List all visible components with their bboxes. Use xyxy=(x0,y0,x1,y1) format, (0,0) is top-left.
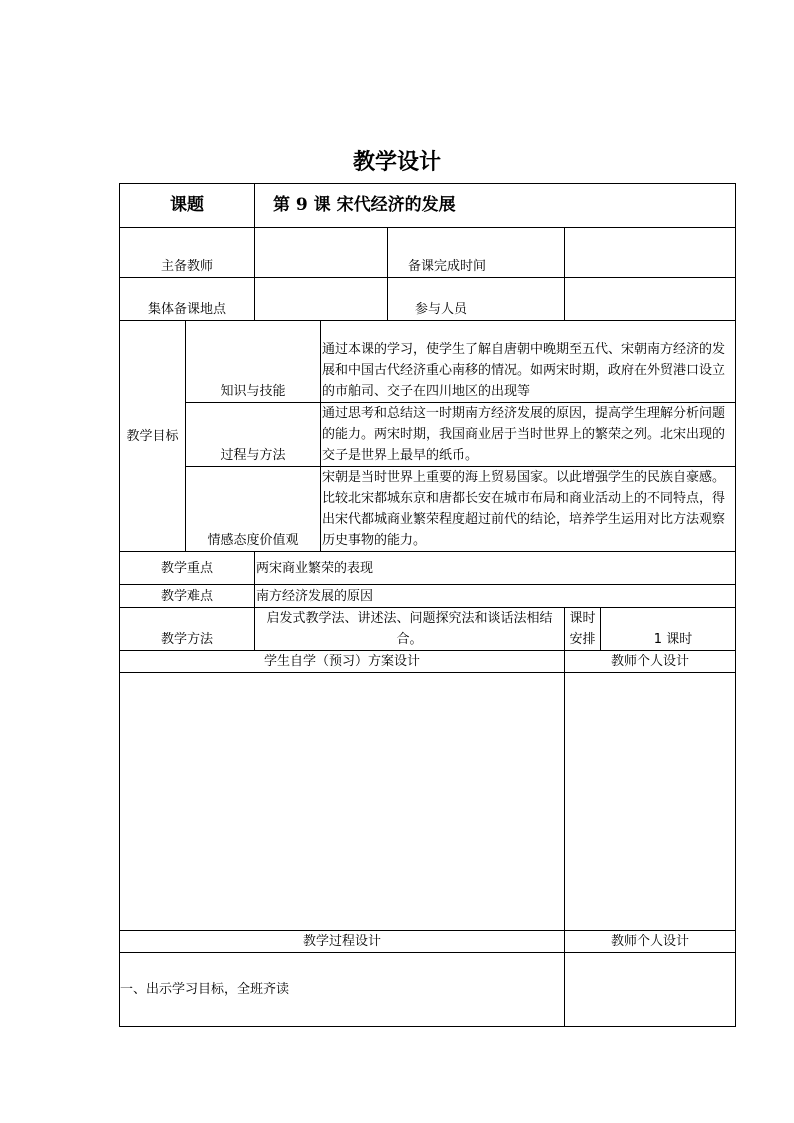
location-value[interactable] xyxy=(255,278,388,321)
self-study-personal-header: 教师个人设计 xyxy=(565,651,736,673)
prep-time-value[interactable] xyxy=(565,228,736,278)
process-step-1: 一、出示学习目标，全班齐读 xyxy=(120,953,565,1027)
objectives-label: 教学目标 xyxy=(120,321,186,552)
lesson-label: 课题 xyxy=(120,184,255,228)
hours-value: 1 课时 xyxy=(601,608,736,651)
objective-text: 宋朝是当时世界上重要的海上贸易国家。以此增强学生的民族自豪感。比较北宋都城东京和唐都长安在城市布局和商业活动上的不同特点，得出宋代都城商业繁荣程度超过前代的结论，培养学生运用对比方法观察历史事物的能力。 xyxy=(321,467,736,552)
prep-time-label: 备课完成时间 xyxy=(388,228,565,278)
objective-text: 通过本课的学习，使学生了解自唐朝中晚期至五代、宋朝南方经济的发展和中国古代经济重心南移的情况。如两宋时期，政府在外贸港口设立的市舶司、交子在四川地区的出现等 xyxy=(321,321,736,403)
process-personal-content[interactable] xyxy=(565,953,736,1027)
difficult-point-label: 教学难点 xyxy=(120,585,255,608)
key-point-value: 两宋商业繁荣的表现 xyxy=(255,552,736,585)
self-study-header: 学生自学（预习）方案设计 xyxy=(120,651,565,673)
self-study-content[interactable] xyxy=(120,673,565,931)
key-point-label: 教学重点 xyxy=(120,552,255,585)
method-label: 教学方法 xyxy=(120,608,255,651)
method-value: 启发式教学法、讲述法、问题探究法和谈话法相结合。 xyxy=(255,608,565,651)
location-label: 集体备课地点 xyxy=(120,278,255,321)
hours-label: 课时安排 xyxy=(565,608,601,651)
objective-text: 通过思考和总结这一时期南方经济发展的原因，提高学生理解分析问题的能力。两宋时期，我国商业居于当时世界上的繁荣之列。北宋出现的交子是世界上最早的纸币。 xyxy=(321,403,736,467)
self-study-personal-content[interactable] xyxy=(565,673,736,931)
page-title: 教学设计 xyxy=(352,149,441,175)
participants-label: 参与人员 xyxy=(388,278,565,321)
objective-name: 过程与方法 xyxy=(186,403,321,467)
process-personal-header: 教师个人设计 xyxy=(565,931,736,953)
main-teacher-value[interactable] xyxy=(255,228,388,278)
participants-value[interactable] xyxy=(565,278,736,321)
lesson-title: 第 9 课 宋代经济的发展 xyxy=(255,184,736,228)
main-teacher-label: 主备教师 xyxy=(120,228,255,278)
lesson-plan-table xyxy=(119,183,736,1027)
objective-name: 情感态度价值观 xyxy=(186,467,321,552)
process-header: 教学过程设计 xyxy=(120,931,565,953)
difficult-point-value: 南方经济发展的原因 xyxy=(255,585,736,608)
objective-name: 知识与技能 xyxy=(186,321,321,403)
